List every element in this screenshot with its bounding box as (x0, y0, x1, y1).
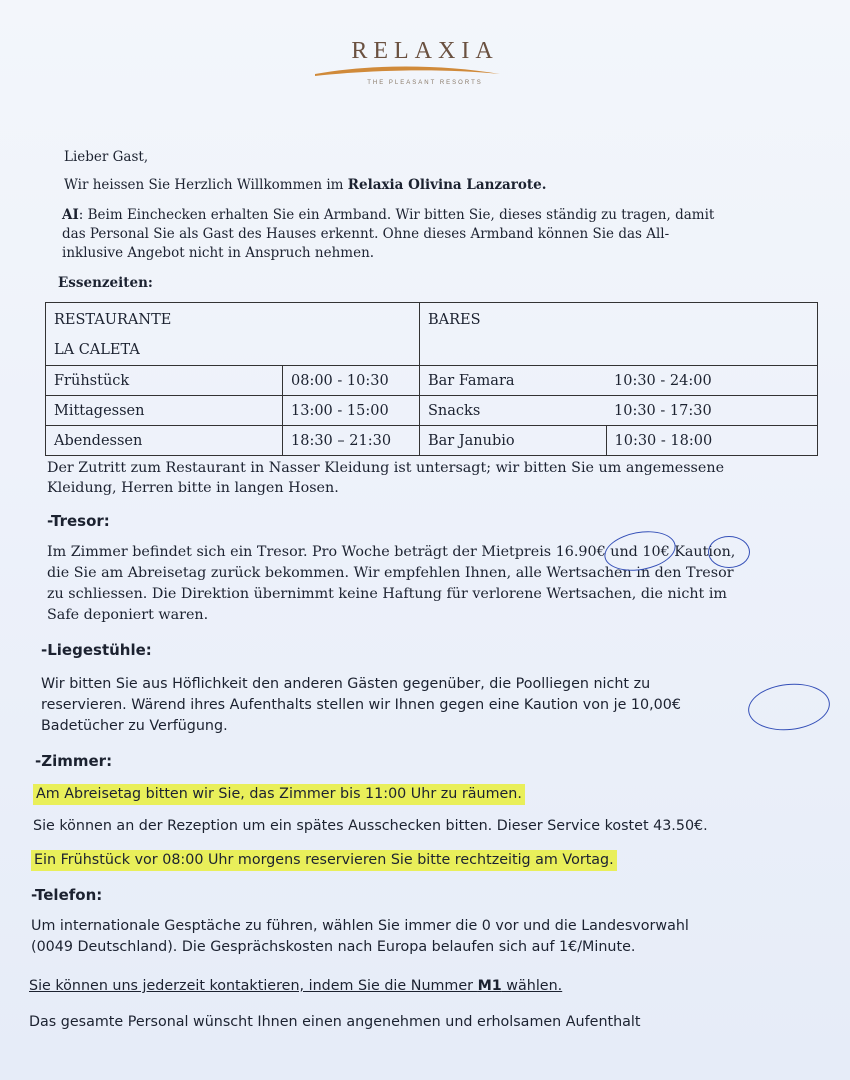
safe-deposit: 10€ (642, 544, 670, 560)
bar-time: 10:30 - 17:30 (606, 396, 818, 426)
ai-line-2: das Personal Sie als Gast des Hauses erkennt. Ohne dieses Armband können Sie das All- (62, 226, 670, 242)
zimmer-heading: -Zimmer: (35, 752, 113, 770)
greeting: Lieber Gast, (64, 149, 149, 165)
contact-number: M1 (477, 978, 502, 994)
table-row (46, 426, 818, 456)
tresor-line-1b: und (605, 544, 643, 560)
liegestuehle-line-1: Wir bitten Sie aus Höflichkeit den anderen Gästen gegenüber, die Poolliegen nicht zu (41, 676, 651, 692)
ai-line-3: inklusive Angebot nicht in Anspruch nehmen. (62, 245, 375, 261)
tresor-line-1a: Im Zimmer befindet sich ein Tresor. Pro Woche beträgt der Mietpreis (47, 544, 556, 560)
bar-name: Bar Janubio (420, 426, 607, 456)
pen-circle-towel-deposit (746, 680, 832, 734)
table-row (46, 366, 818, 396)
breakfast-highlight: Ein Frühstück vor 08:00 Uhr morgens reservieren Sie bitte rechtzeitig am Vortag. (31, 850, 617, 871)
bars-header: BARES (420, 303, 818, 366)
logo-tagline: THE PLEASANT RESORTS (367, 80, 483, 86)
late-checkout-line: Sie können an der Rezeption um ein spätes Ausschecken bitten. Dieser Service kostet 43.50€. (33, 818, 708, 834)
contact-text: Sie können uns jederzeit kontaktieren, indem Sie die Nummer (29, 978, 478, 994)
hotel-name: Relaxia Olivina Lanzarote. (347, 177, 547, 193)
tresor-line-4: Safe deponiert waren. (47, 607, 209, 623)
restaurant-header-2: LA CALETA (54, 342, 140, 358)
welcome-line (64, 176, 546, 195)
meal-time: 13:00 - 15:00 (283, 396, 420, 426)
liegestuehle-line-2: reservieren. Wärend ihres Aufenthalts stellen wir Ihnen gegen eine Kaution von je (41, 697, 631, 713)
telefon-heading: -Telefon: (31, 886, 103, 904)
telefon-paragraph (31, 916, 689, 958)
telefon-line-1: Um internationale Gesptäche zu führen, wählen Sie immer die 0 vor und die Landesvorwahl (31, 918, 689, 934)
bar-name: Bar Famara (420, 366, 607, 396)
bar-time: 10:30 - 24:00 (606, 366, 818, 396)
contact-text-end: wählen. (501, 978, 563, 994)
bar-time: 10:30 - 18:00 (606, 426, 818, 456)
closing-line: Das gesamte Personal wünscht Ihnen einen angenehmen und erholsamen Aufenthalt (29, 1014, 641, 1030)
table-row (46, 396, 818, 426)
telefon-line-2: (0049 Deutschland). Die Gesprächskosten nach Europa belaufen sich auf 1€/Minute. (31, 939, 636, 955)
meal-time: 08:00 - 10:30 (283, 366, 420, 396)
liegestuehle-line-3: Badetücher zu Verfügung. (41, 718, 228, 734)
meal-time: 18:30 – 21:30 (283, 426, 420, 456)
restaurant-header-1: RESTAURANTE (54, 312, 172, 328)
pen-circle-deposit (708, 536, 750, 568)
meal-name: Frühstück (46, 366, 283, 396)
liegestuehle-paragraph (41, 674, 681, 737)
logo-wordmark: RELAXIA (351, 38, 499, 64)
welcome-text: Wir heissen Sie Herzlich Willkommen im (64, 177, 348, 193)
meal-times-heading: Essenzeiten: (58, 275, 153, 291)
dress-code-note (47, 458, 724, 498)
checkout-time-highlight: Am Abreisetag bitten wir Sie, das Zimmer bis 11:00 Uhr zu räumen. (33, 784, 525, 805)
tresor-line-1c: Kaution, (669, 544, 736, 560)
meal-name: Mittagessen (46, 396, 283, 426)
ai-line-1: : Beim Einchecken erhalten Sie ein Armband. Wir bitten Sie, dieses ständig zu tragen, damit (78, 207, 715, 223)
ai-label: AI (62, 207, 79, 223)
meal-times-table (45, 302, 818, 456)
contact-line (29, 976, 562, 997)
tresor-line-3: zu schliessen. Die Direktion übernimmt keine Haftung für verlorene Wertsachen, die nicht im (47, 586, 727, 602)
liegestuehle-heading: -Liegestühle: (41, 641, 152, 659)
table-header-row (46, 303, 818, 366)
dress-code-line-2: Kleidung, Herren bitte in langen Hosen. (47, 480, 339, 496)
dress-code-line-1: Der Zutritt zum Restaurant in Nasser Kleidung ist untersagt; wir bitten Sie um angemessene (47, 460, 725, 476)
restaurant-header (46, 303, 420, 366)
tresor-heading: -Tresor: (47, 512, 110, 530)
bar-name: Snacks (420, 396, 607, 426)
meal-name: Abendessen (46, 426, 283, 456)
ai-paragraph (62, 206, 812, 263)
safe-price: 16.90€ (555, 544, 606, 560)
towel-deposit: 10,00€ (630, 697, 681, 713)
tresor-line-2: die Sie am Abreisetag zurück bekommen. Wir empfehlen Ihnen, alle Wertsachen in den Tresor (47, 565, 734, 581)
